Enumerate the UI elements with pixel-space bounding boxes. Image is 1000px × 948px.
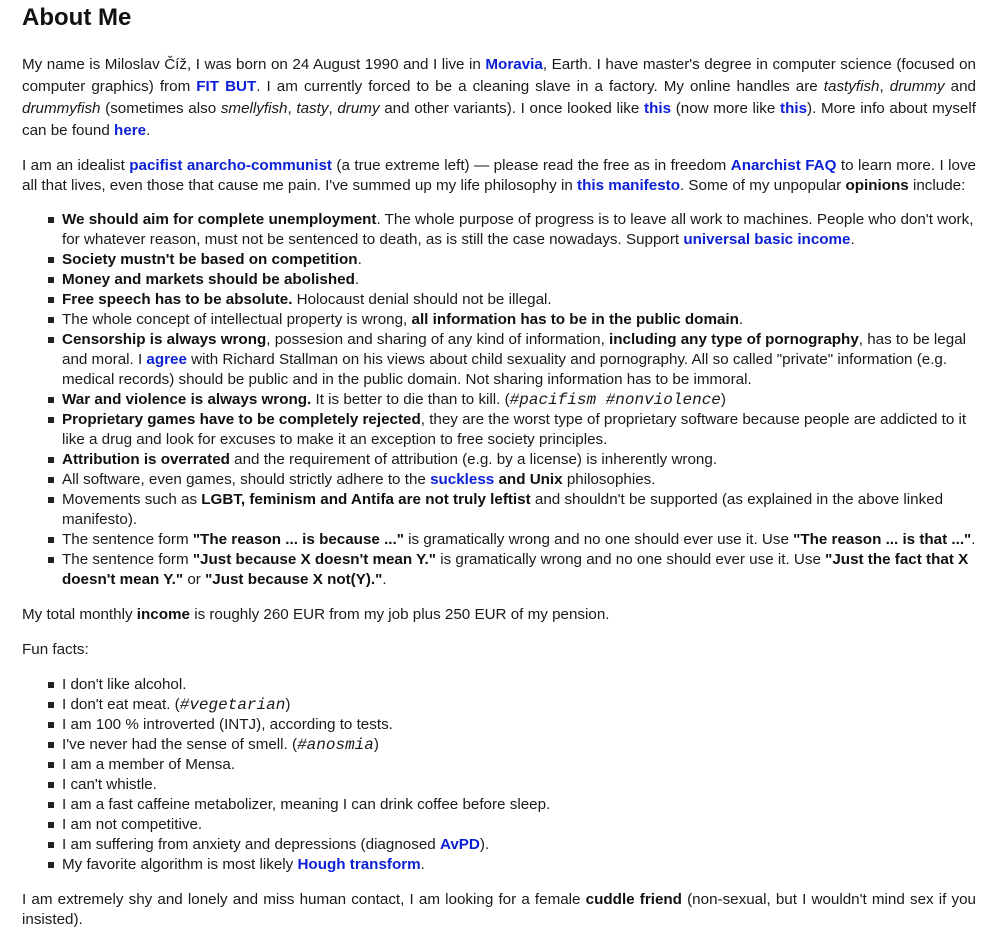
handle-drumy: drumy (337, 100, 380, 117)
hashtag-code: #pacifism #nonviolence (509, 391, 721, 409)
income-paragraph (22, 605, 976, 625)
fun-fact-text: ) (373, 736, 379, 753)
opinion-item (62, 310, 976, 330)
ideals-text: . Some of my unpopular (679, 177, 846, 194)
anarchist-faq-link[interactable]: Anarchist FAQ (730, 157, 837, 174)
ideals-paragraph (22, 156, 976, 196)
cuddle-bold: cuddle friend (585, 891, 682, 908)
opinion-text: . (382, 571, 387, 588)
opinion-bold: "The reason ... is because ..." (192, 531, 404, 548)
income-text: My total monthly (22, 606, 137, 623)
opinion-bold: "Just because X not(Y)." (205, 571, 383, 588)
photo-then-link[interactable]: this (644, 100, 672, 117)
opinion-bold: Free speech has to be absolute. (62, 291, 293, 308)
fun-fact-text: ) (285, 696, 291, 713)
fun-fact-item (62, 795, 976, 815)
hashtag-code: #anosmia (297, 736, 374, 754)
opinion-item (62, 550, 976, 590)
opinion-text: is gramatically wrong and no one should ever use it. Use (403, 531, 794, 548)
opinion-item (62, 450, 976, 470)
opinion-item (62, 490, 976, 530)
photo-now-link[interactable]: this (780, 100, 808, 117)
intro-text: (now more like (671, 100, 781, 117)
opinion-bold: Proprietary games have to be completely rejected (62, 411, 421, 428)
agree-link[interactable]: agree (146, 351, 187, 368)
opinion-text: is gramatically wrong and no one should ever use it. Use (435, 551, 826, 568)
fun-fact-text: I've never had the sense of smell. ( (62, 736, 298, 753)
page-title: About Me (22, 4, 132, 31)
fun-fact-item (62, 695, 976, 715)
ideals-text: I am an idealist (22, 157, 130, 174)
universal-basic-income-link[interactable]: universal basic income (683, 231, 851, 248)
opinion-bold: Society mustn't be based on competition (62, 251, 358, 268)
fun-facts-list (22, 675, 976, 875)
opinion-text: Movements such as (62, 491, 202, 508)
intro-text: . (146, 122, 151, 139)
cuddle-text: I am extremely shy and lonely and miss human contact, I am looking for a female (22, 891, 586, 908)
fun-fact-text: . (420, 856, 425, 873)
handle-drummyfish: drummyfish (22, 100, 101, 117)
opinion-text: ) (720, 391, 726, 408)
opinion-text: . The whole purpose of progress is to leave all work to machines. People who don't work, for whatever reason, must not be sentenced to death, as is still the case nowadays. Support (62, 211, 974, 248)
opinion-bold: We should aim for complete unemployment (62, 211, 377, 228)
opinion-item (62, 290, 976, 310)
hashtag-code: #vegetarian (179, 696, 286, 714)
handle-smellyfish: smellyfish (220, 100, 288, 117)
intro-text: , (879, 78, 890, 95)
suckless-link[interactable]: suckless (430, 471, 495, 488)
hough-transform-link[interactable]: Hough transform (297, 856, 421, 873)
opinion-bold: "Just because X doesn't mean Y." (192, 551, 436, 568)
intro-text: ). More info about myself can be found (22, 100, 976, 139)
fun-fact-text: I am 100 % introverted (INTJ), according to tests. (62, 716, 393, 733)
opinion-text: , they are the worst type of proprietary software because people are addicted to it like a drug and look for excuses to make it an exception to free society principles. (62, 411, 967, 448)
opinion-text: . (850, 231, 855, 248)
pacifist-anarcho-communist-link[interactable]: pacifist anarcho-communist (129, 157, 332, 174)
intro-paragraph (22, 54, 976, 142)
fun-fact-item (62, 735, 976, 755)
opinion-text: . (354, 271, 360, 288)
ideals-text: include: (908, 177, 966, 194)
opinion-bold: "Just the fact that X doesn't mean Y." (62, 551, 969, 588)
opinion-bold: Attribution is overrated (62, 451, 230, 468)
opinions-list (22, 210, 976, 590)
opinion-item (62, 530, 976, 550)
opinion-item (62, 210, 976, 250)
cuddle-paragraph (22, 890, 976, 930)
opinion-bold: Censorship is always wrong (62, 331, 267, 348)
ideals-text: to learn more. I love all that lives, even those that cause me pain. I've summed up my life philosophy in (22, 157, 976, 194)
fun-fact-text: I am suffering from anxiety and depressions (diagnosed (62, 836, 440, 853)
fun-fact-item (62, 775, 976, 795)
fun-fact-item (62, 835, 976, 855)
intro-text: , Earth. I have master's degree in computer science (focused on computer graphics) from (22, 56, 976, 95)
intro-text: , (328, 100, 338, 117)
more-info-link[interactable]: here (114, 122, 147, 139)
ideals-text: (a true extreme left) — please read the free as in freedom (332, 157, 731, 174)
handle-tasty: tasty (296, 100, 329, 117)
intro-text: and (944, 78, 976, 95)
opinion-text: and the requirement of attribution (e.g. by a license) is inherently wrong. (229, 451, 718, 468)
fun-fact-item (62, 715, 976, 735)
opinion-item (62, 270, 976, 290)
opinion-text: Holocaust denial should not be illegal. (292, 291, 552, 308)
opinion-bold: Money and markets should be abolished (62, 271, 355, 288)
intro-text: and other variants). I once looked like (379, 100, 645, 117)
opinion-item (62, 330, 976, 390)
opinion-text: . (971, 531, 976, 548)
opinion-item (62, 250, 976, 270)
fun-fact-text: I don't eat meat. ( (62, 696, 180, 713)
moravia-link[interactable]: Moravia (485, 56, 543, 73)
fun-facts-label: Fun facts: (22, 641, 89, 658)
opinion-text: The whole concept of intellectual property is wrong, (62, 311, 412, 328)
opinion-bold: War and violence is always wrong. (62, 391, 312, 408)
intro-text: . I am currently forced to be a cleaning slave in a factory. My online handles are (256, 78, 824, 95)
opinion-text: and shouldn't be supported (as explained in the above linked manifesto). (62, 491, 944, 528)
opinion-text: The sentence form (62, 551, 193, 568)
income-text: is roughly 260 EUR from my job plus 250 EUR of my pension. (189, 606, 610, 623)
intro-text: My name is Miloslav Číž, I was born on 24 August 1990 and I live in (22, 56, 486, 73)
avpd-link[interactable]: AvPD (439, 836, 480, 853)
cuddle-text: (non-sexual, but I wouldn't mind sex if you insisted). (22, 891, 976, 928)
intro-text: (sometimes also (100, 100, 221, 117)
fun-fact-item (62, 855, 976, 875)
opinion-text: , has to be legal and moral. I (62, 331, 967, 368)
opinion-bold: "The reason ... is that ..." (793, 531, 972, 548)
fun-fact-text: I am a member of Mensa. (62, 756, 236, 773)
fun-fact-text: I don't like alcohol. (62, 676, 187, 693)
manifesto-link[interactable]: this manifesto (577, 177, 680, 194)
fun-fact-item (62, 755, 976, 775)
handle-drummy: drummy (889, 78, 945, 95)
opinion-bold: including any type of pornography (609, 331, 859, 348)
fun-fact-text: I can't whistle. (62, 776, 157, 793)
opinions-emphasis: opinions (845, 177, 909, 194)
opinion-bold: all information has to be in the public domain (411, 311, 739, 328)
opinion-item (62, 410, 976, 450)
opinion-item (62, 470, 976, 490)
opinion-text: , possesion and sharing of any kind of information, (266, 331, 610, 348)
handle-tastyfish: tastyfish (823, 78, 880, 95)
opinion-bold: and Unix (494, 471, 563, 488)
opinion-text: . (738, 311, 744, 328)
opinion-text: The sentence form (62, 531, 193, 548)
opinion-text: with Richard Stallman on his views about child sexuality and pornography. All so called "private" information (e.g. medical records) should be public and in the public domain. Not sharing information has to be immoral. (62, 351, 948, 388)
fit-but-link[interactable]: FIT BUT (196, 78, 257, 95)
fun-fact-text: I am not competitive. (62, 816, 203, 833)
income-bold: income (136, 606, 190, 623)
fun-fact-item (62, 675, 976, 695)
opinion-text: or (183, 571, 206, 588)
opinion-text: . (357, 251, 362, 268)
opinion-item (62, 390, 976, 410)
fun-fact-item (62, 815, 976, 835)
opinion-text: It is better to die than to kill. ( (311, 391, 510, 408)
intro-text: , (287, 100, 297, 117)
opinion-text: All software, even games, should strictly adhere to the (62, 471, 431, 488)
fun-fact-text: I am a fast caffeine metabolizer, meaning I can drink coffee before sleep. (62, 796, 551, 813)
fun-fact-text: My favorite algorithm is most likely (62, 856, 298, 873)
opinion-text: philosophies. (562, 471, 656, 488)
opinion-bold: LGBT, feminism and Antifa are not truly leftist (201, 491, 531, 508)
fun-fact-text: ). (479, 836, 490, 853)
